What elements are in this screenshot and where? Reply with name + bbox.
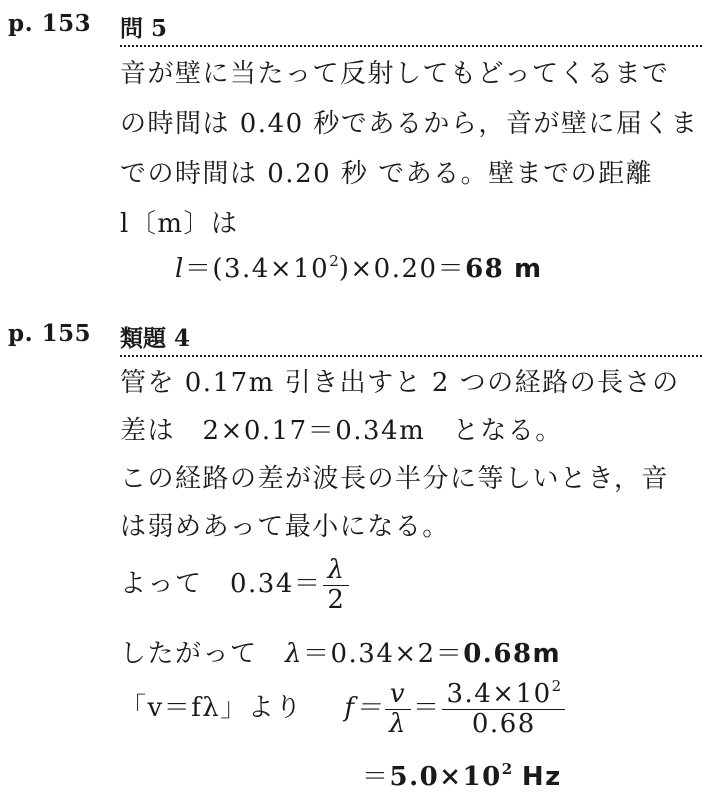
- equation-half-wavelength: [120, 556, 351, 614]
- eq-prefix: したがって: [120, 639, 286, 669]
- text-line: 差は 2×0.17＝0.34m となる。: [120, 416, 563, 446]
- unit: Hz: [521, 762, 562, 792]
- text-line: この経路の差が波長の半分に等しいとき，音: [120, 464, 669, 494]
- eq-part: ＝0.34×2＝: [303, 639, 464, 669]
- distance-equation: [175, 248, 543, 285]
- equation-wavelength: [120, 633, 561, 670]
- text-line: 音が壁に当たって反射してもどってくるまで: [120, 59, 670, 89]
- var-f: f＝: [344, 693, 383, 724]
- text-line: は弱めあって最小になる。: [120, 512, 450, 542]
- denominator: 0.68: [471, 708, 536, 739]
- exponent: 2: [551, 677, 562, 695]
- eq-prefix: よって 0.34＝: [120, 569, 322, 600]
- result-value: 5.0×10: [389, 762, 502, 792]
- denominator: λ: [388, 708, 407, 739]
- page-ref-155: p. 155: [8, 320, 92, 347]
- page-ref-153: p. 153: [8, 10, 92, 37]
- equation-frequency: [120, 677, 567, 739]
- quote-formula: 「v＝fλ」より: [120, 693, 303, 724]
- numerator: v: [385, 680, 411, 710]
- numerator: [442, 677, 565, 710]
- fraction-values: [442, 677, 565, 739]
- unit: m: [532, 639, 562, 669]
- var-lambda: λ: [285, 639, 303, 669]
- equals: ＝: [412, 693, 441, 724]
- fraction: [323, 556, 349, 614]
- exponent: 2: [501, 760, 513, 778]
- var-l: l: [175, 254, 185, 284]
- text-line: での時間は 0.20 秒 である。壁までの距離: [120, 159, 654, 189]
- result-value: 68: [465, 254, 505, 284]
- eq-part: ＝(3.4×10: [184, 254, 330, 284]
- fraction-v-over-lambda: [385, 680, 411, 738]
- unit: m: [514, 254, 543, 284]
- text-line: l〔m〕は: [120, 209, 239, 239]
- problem-heading: 問 5: [120, 10, 702, 47]
- exponent: 2: [329, 252, 339, 270]
- equals: ＝: [362, 762, 390, 792]
- equation-result: [362, 756, 562, 793]
- eq-part: )×0.20＝: [338, 254, 466, 284]
- text-line: の時間は 0.40 秒であるから，音が壁に届くま: [120, 109, 699, 139]
- text-line: 管を 0.17m 引き出すと 2 つの経路の長さの: [120, 368, 680, 398]
- numerator-text: 3.4×10: [446, 679, 552, 709]
- numerator: λ: [323, 556, 349, 586]
- result-value: 0.68: [463, 639, 533, 669]
- problem-heading: 類題 4: [120, 320, 702, 357]
- denominator: 2: [327, 584, 346, 615]
